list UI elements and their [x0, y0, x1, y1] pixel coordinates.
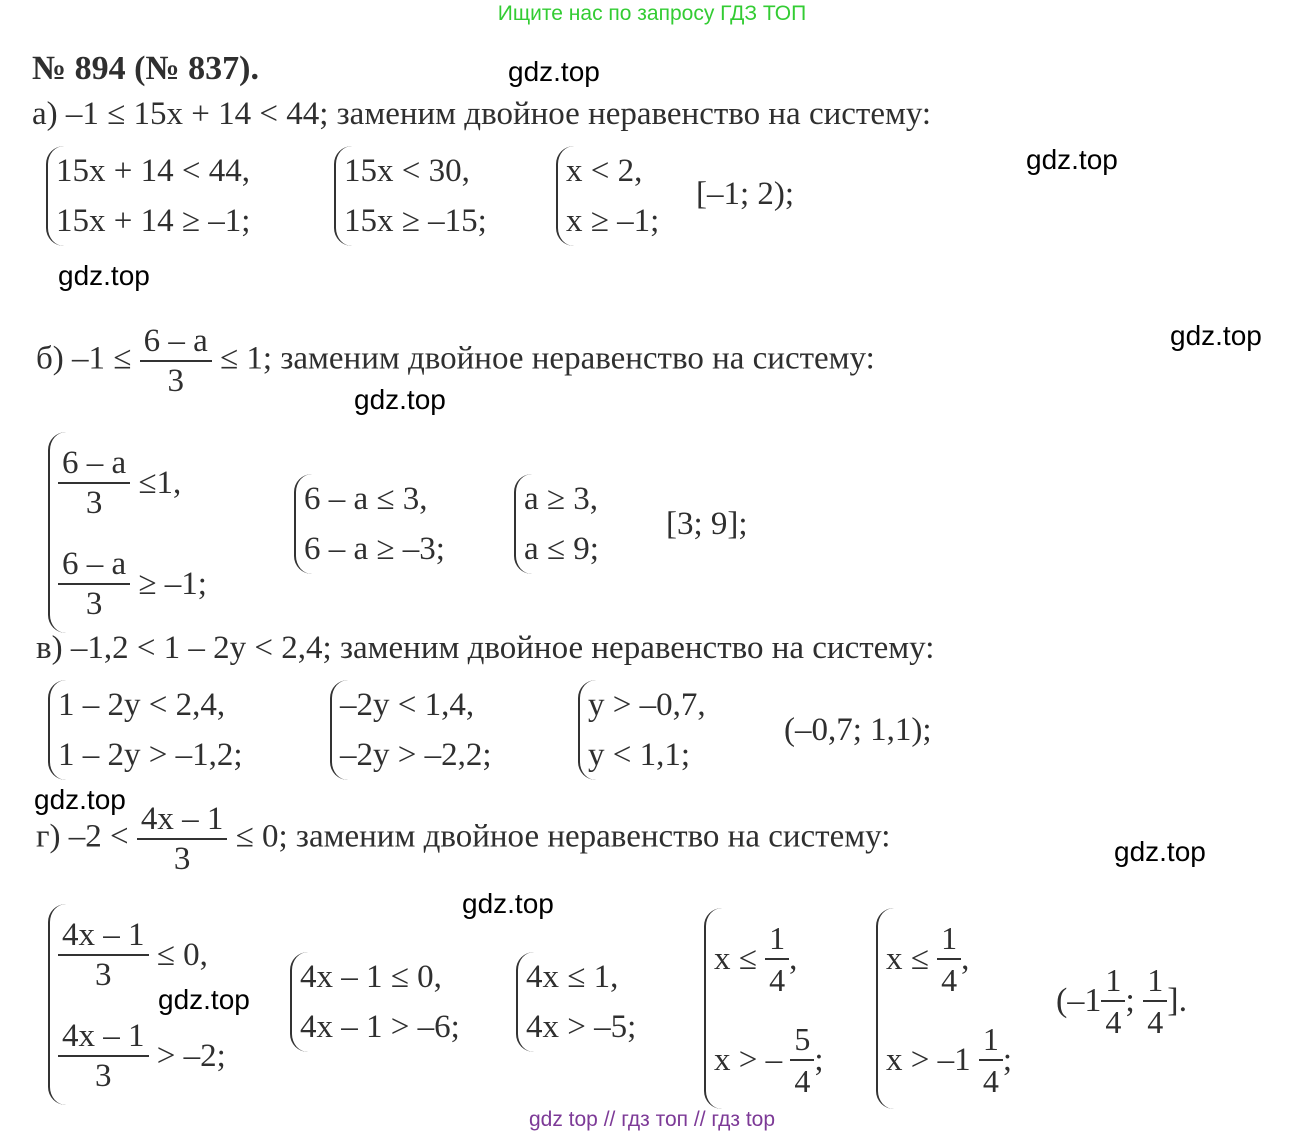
- relation: x ≤: [714, 941, 757, 978]
- numerator: 6 – a: [58, 545, 130, 585]
- numerator: 1: [937, 918, 961, 960]
- system-line: 15x + 14 ≥ –1;: [56, 203, 251, 239]
- part-g-system-5: [876, 908, 1012, 1109]
- watermark: gdz.top: [462, 888, 554, 919]
- numerator: 1: [765, 918, 789, 960]
- watermark: gdz.top: [354, 384, 446, 415]
- numerator: 5: [790, 1019, 814, 1061]
- answer-close: ].: [1167, 982, 1188, 1019]
- part-g-system-1: [48, 904, 226, 1105]
- denominator: 4: [1147, 1004, 1164, 1040]
- fraction: [58, 444, 130, 522]
- system-line: x > – $\frac{5}{4}$ ;: [714, 1008, 824, 1108]
- part-v-system-2: [330, 680, 492, 780]
- denominator: 3: [173, 841, 191, 877]
- part-a-statement: а) –1 ≤ 15x + 14 < 44; заменим двойное неравенство на систему:: [32, 96, 932, 132]
- system-line: [58, 532, 207, 632]
- system-line: [58, 904, 226, 1004]
- relation: x > –1: [886, 1041, 971, 1078]
- part-b-answer: [3; 9];: [666, 506, 748, 542]
- system-line: 4x ≤ 1,: [526, 959, 619, 995]
- answer-open: (–1: [1056, 982, 1102, 1019]
- numerator: 6 – a: [58, 444, 130, 484]
- system-line: 15x < 30,: [344, 153, 470, 189]
- system-line: y > –0,7,: [588, 687, 706, 723]
- numerator: 4x – 1: [58, 916, 149, 956]
- fraction: [937, 918, 961, 1000]
- denominator: 4: [1105, 1004, 1122, 1040]
- denominator: 3: [85, 585, 103, 622]
- system-line: x ≥ –1;: [566, 203, 660, 239]
- denominator: 4: [982, 1062, 999, 1099]
- watermark: gdz.top: [158, 984, 250, 1015]
- relation: ≤ 0,: [156, 937, 208, 974]
- denominator: 3: [95, 957, 112, 994]
- part-b-system-2: [294, 474, 445, 574]
- statement-prefix: г) –2 <: [36, 818, 129, 855]
- part-b-statement: [36, 322, 875, 400]
- system-line: 4x – 1 > –6;: [300, 1009, 460, 1045]
- fraction: [1143, 960, 1167, 1042]
- system-line: y < 1,1;: [588, 737, 691, 773]
- system-line: [58, 1004, 226, 1104]
- fraction: [1101, 960, 1125, 1042]
- statement-suffix: ≤ 1; заменим двойное неравенство на систему:: [220, 340, 875, 377]
- system-line: [58, 432, 207, 532]
- system-line: 15x + 14 < 44,: [56, 153, 250, 189]
- system-line: 4x – 1 ≤ 0,: [300, 959, 442, 995]
- part-g-system-4: [704, 908, 824, 1109]
- denominator: 3: [95, 1057, 112, 1094]
- numerator: 1: [979, 1019, 1003, 1061]
- relation: ≥ –1;: [138, 565, 207, 602]
- system-line: –2y > –2,2;: [340, 737, 492, 773]
- fraction: [137, 800, 228, 878]
- fraction: [58, 545, 130, 623]
- part-g-statement: [36, 800, 890, 878]
- top-banner: Ищите нас по запросу ГДЗ ТОП: [497, 2, 807, 25]
- relation: > –2;: [156, 1037, 226, 1074]
- denominator: 4: [769, 962, 786, 999]
- bottom-banner: gdz top // гдз топ // гдз top: [528, 1108, 776, 1131]
- system-line: 4x > –5;: [526, 1009, 637, 1045]
- statement-prefix: б) –1 ≤: [36, 340, 132, 377]
- part-g-system-2: [290, 952, 460, 1052]
- part-v-answer: (–0,7; 1,1);: [784, 712, 932, 748]
- numerator: 4x – 1: [58, 1017, 149, 1057]
- relation: ≤1,: [138, 465, 182, 502]
- part-g-answer: (–1 $\frac{1}{4}$ ; $\frac{1}{4}$ ].: [1056, 962, 1188, 1040]
- fraction: [790, 1019, 814, 1101]
- part-a-system-2: [334, 146, 487, 246]
- part-a-answer: [–1; 2);: [696, 176, 795, 212]
- part-b-system-1: [48, 432, 207, 633]
- fraction: [58, 1017, 149, 1095]
- part-a-system-3: [556, 146, 659, 246]
- numerator: 1: [1101, 960, 1125, 1002]
- watermark: gdz.top: [1026, 144, 1118, 175]
- system-line: x ≤ $\frac{1}{4}$ ,: [886, 908, 1012, 1008]
- numerator: 6 – a: [140, 322, 212, 362]
- part-g-system-3: [516, 952, 636, 1052]
- numerator: 1: [1143, 960, 1167, 1002]
- watermark: gdz.top: [34, 784, 126, 815]
- watermark: gdz.top: [508, 56, 600, 87]
- system-line: –2y < 1,4,: [340, 687, 475, 723]
- system-line: x < 2,: [566, 153, 643, 189]
- part-v-statement: в) –1,2 < 1 – 2y < 2,4; заменим двойное неравенство на систему:: [36, 630, 935, 666]
- system-line: 1 – 2y > –1,2;: [58, 737, 243, 773]
- watermark: gdz.top: [1170, 320, 1262, 351]
- watermark: gdz.top: [1114, 836, 1206, 867]
- relation: x > –: [714, 1041, 783, 1078]
- numerator: 4x – 1: [137, 800, 228, 840]
- fraction: [140, 322, 212, 400]
- system-line: 6 – a ≤ 3,: [304, 481, 428, 517]
- problem-title: № 894 (№ 837).: [32, 50, 259, 87]
- system-line: a ≤ 9;: [524, 531, 599, 567]
- part-v-system-1: [48, 680, 243, 780]
- system-line: 15x ≥ –15;: [344, 203, 487, 239]
- part-b-system-3: [514, 474, 599, 574]
- denominator: 4: [794, 1062, 811, 1099]
- watermark: gdz.top: [58, 260, 150, 291]
- denominator: 4: [941, 962, 958, 999]
- relation: x ≤: [886, 941, 929, 978]
- part-a-system-1: [46, 146, 250, 246]
- system-line: x ≤ $\frac{1}{4}$ ,: [714, 908, 824, 1008]
- part-v-system-3: [578, 680, 706, 780]
- statement-suffix: ≤ 0; заменим двойное неравенство на систему:: [235, 818, 891, 855]
- system-line: x > –1 $\frac{1}{4}$ ;: [886, 1008, 1012, 1108]
- system-line: 6 – a ≥ –3;: [304, 531, 445, 567]
- fraction: [58, 916, 149, 994]
- denominator: 3: [167, 363, 184, 399]
- fraction: [765, 918, 789, 1000]
- system-line: a ≥ 3,: [524, 481, 599, 517]
- denominator: 3: [85, 485, 103, 522]
- system-line: 1 – 2y < 2,4,: [58, 687, 226, 723]
- fraction: [979, 1019, 1003, 1101]
